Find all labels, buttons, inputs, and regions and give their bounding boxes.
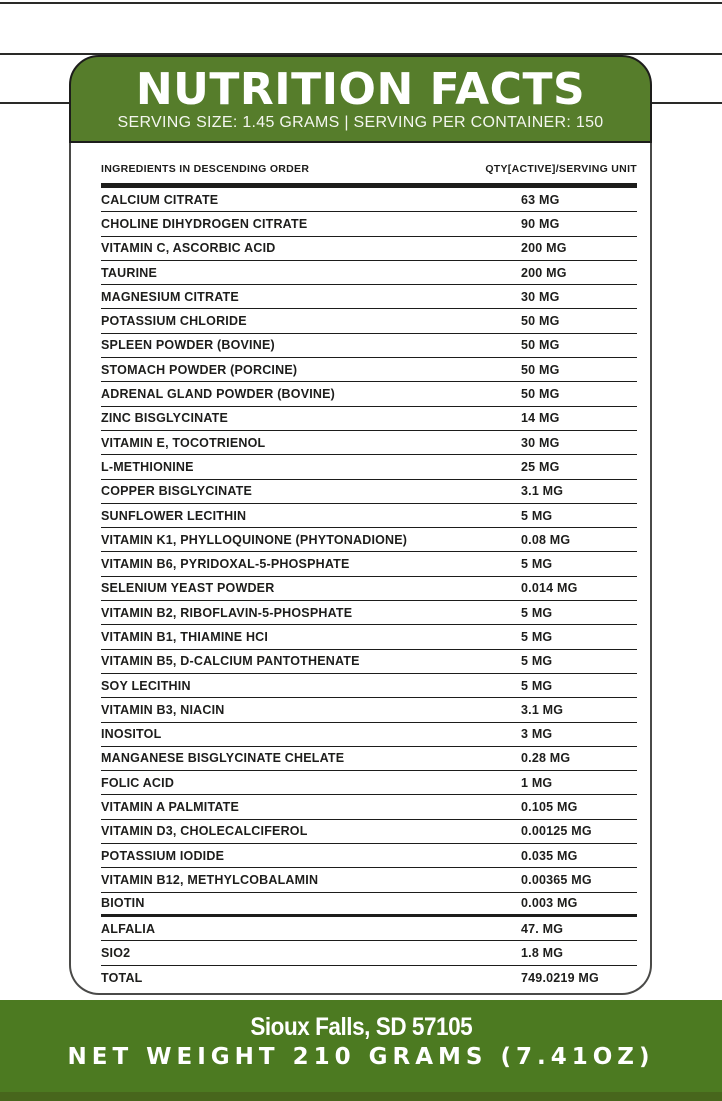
ingredient-name: VITAMIN B1, THIAMINE HCI xyxy=(101,629,269,644)
ingredient-name: TAURINE xyxy=(101,265,158,280)
table-row xyxy=(101,334,637,358)
ingredient-name: MAGNESIUM CITRATE xyxy=(101,289,239,304)
table-row xyxy=(101,674,637,698)
table-row xyxy=(101,917,637,941)
ingredient-name: FOLIC ACID xyxy=(101,775,175,790)
ingredient-qty: 1 MG xyxy=(521,775,553,790)
table-row xyxy=(101,407,637,431)
ingredient-qty: 0.28 MG xyxy=(521,751,571,766)
ingredient-qty: 63 MG xyxy=(521,192,560,207)
table-row xyxy=(101,188,637,212)
ingredient-qty: 200 MG xyxy=(521,241,567,256)
column-header-qty: QTY[ACTIVE]/SERVING UNIT xyxy=(485,163,637,175)
ingredient-qty: 0.00125 MG xyxy=(521,824,592,839)
ingredient-qty: 3 MG xyxy=(521,727,553,742)
table-row xyxy=(101,771,637,795)
ingredient-name: INOSITOL xyxy=(101,727,162,742)
table-row xyxy=(101,237,637,261)
table-row xyxy=(101,601,637,625)
nutrition-facts-title: NUTRITION FACTS xyxy=(135,63,586,115)
table-row xyxy=(101,698,637,722)
table-column-headers xyxy=(101,162,637,176)
ingredient-qty: 0.08 MG xyxy=(521,532,571,547)
table-row xyxy=(101,820,637,844)
column-header-ingredients: INGREDIENTS IN DESCENDING ORDER xyxy=(101,163,310,175)
ingredient-qty: 5 MG xyxy=(521,508,553,523)
ingredient-name: CHOLINE DIHYDROGEN CITRATE xyxy=(101,216,308,231)
top-divider-line-1 xyxy=(0,2,722,4)
ingredient-qty: 47. MG xyxy=(521,921,564,936)
address-text: Sioux Falls, SD 57105 xyxy=(250,1013,472,1041)
ingredient-name: L-METHIONINE xyxy=(101,459,194,474)
table-row xyxy=(101,747,637,771)
ingredient-qty: 50 MG xyxy=(521,314,560,329)
ingredient-qty: 50 MG xyxy=(521,362,560,377)
ingredient-qty: 0.105 MG xyxy=(521,800,578,815)
footer-band xyxy=(0,1000,722,1101)
table-row xyxy=(101,480,637,504)
ingredient-name: SELENIUM YEAST POWDER xyxy=(101,581,275,596)
table-row xyxy=(101,577,637,601)
ingredient-qty: 749.0219 MG xyxy=(521,970,599,985)
table-row xyxy=(101,431,637,455)
serving-info-text: SERVING SIZE: 1.45 GRAMS | SERVING PER CONTAINER: 150 xyxy=(117,113,604,131)
table-row xyxy=(101,455,637,479)
ingredient-name: SUNFLOWER LECITHIN xyxy=(101,508,247,523)
ingredient-name: TOTAL xyxy=(101,970,143,985)
ingredient-qty: 30 MG xyxy=(521,435,560,450)
ingredient-name: VITAMIN B3, NIACIN xyxy=(101,702,225,717)
ingredient-qty: 50 MG xyxy=(521,338,560,353)
table-row xyxy=(101,723,637,747)
table-row xyxy=(101,552,637,576)
table-row xyxy=(101,625,637,649)
ingredient-name: VITAMIN K1, PHYLLOQUINONE (PHYTONADIONE) xyxy=(101,532,408,547)
ingredient-qty: 0.003 MG xyxy=(521,896,578,911)
ingredient-name: CALCIUM CITRATE xyxy=(101,192,219,207)
net-weight-text: NET WEIGHT 210 GRAMS (7.41OZ) xyxy=(67,1044,655,1070)
nutrition-facts-header xyxy=(69,55,652,143)
ingredient-qty: 30 MG xyxy=(521,289,560,304)
table-row xyxy=(101,868,637,892)
ingredient-qty: 25 MG xyxy=(521,459,560,474)
ingredient-name: ZINC BISGLYCINATE xyxy=(101,411,229,426)
ingredient-qty: 5 MG xyxy=(521,605,553,620)
table-row xyxy=(101,528,637,552)
ingredient-name: ALFALIA xyxy=(101,921,156,936)
ingredient-name: VITAMIN A PALMITATE xyxy=(101,800,240,815)
table-row xyxy=(101,504,637,528)
ingredient-name: SOY LECITHIN xyxy=(101,678,191,693)
ingredient-qty: 200 MG xyxy=(521,265,567,280)
ingredient-qty: 0.014 MG xyxy=(521,581,578,596)
ingredient-name: VITAMIN C, ASCORBIC ACID xyxy=(101,241,276,256)
ingredient-qty: 14 MG xyxy=(521,411,560,426)
ingredient-name: VITAMIN B12, METHYLCOBALAMIN xyxy=(101,872,319,887)
ingredient-qty: 5 MG xyxy=(521,678,553,693)
ingredient-name: BIOTIN xyxy=(101,896,145,911)
ingredient-name: POTASSIUM CHLORIDE xyxy=(101,314,247,329)
table-row xyxy=(101,966,637,990)
ingredient-name: VITAMIN B2, RIBOFLAVIN-5-PHOSPHATE xyxy=(101,605,353,620)
ingredient-qty: 5 MG xyxy=(521,629,553,644)
table-row xyxy=(101,844,637,868)
ingredient-name: STOMACH POWDER (PORCINE) xyxy=(101,362,298,377)
ingredient-qty: 5 MG xyxy=(521,654,553,669)
nutrition-facts-card xyxy=(69,55,652,995)
ingredient-name: VITAMIN E, TOCOTRIENOL xyxy=(101,435,266,450)
table-row xyxy=(101,285,637,309)
table-row xyxy=(101,309,637,333)
ingredient-name: VITAMIN D3, CHOLECALCIFEROL xyxy=(101,824,308,839)
table-row xyxy=(101,261,637,285)
ingredient-name: VITAMIN B6, PYRIDOXAL-5-PHOSPHATE xyxy=(101,557,350,572)
ingredients-panel xyxy=(69,143,652,995)
table-row xyxy=(101,382,637,406)
ingredient-qty: 90 MG xyxy=(521,216,560,231)
ingredient-name: POTASSIUM IODIDE xyxy=(101,848,225,863)
ingredient-qty: 3.1 MG xyxy=(521,702,564,717)
table-row xyxy=(101,212,637,236)
ingredient-name: SPLEEN POWDER (BOVINE) xyxy=(101,338,275,353)
ingredient-name: COPPER BISGLYCINATE xyxy=(101,484,253,499)
table-row xyxy=(101,650,637,674)
ingredient-qty: 0.035 MG xyxy=(521,848,578,863)
ingredient-qty: 3.1 MG xyxy=(521,484,564,499)
ingredient-qty: 0.00365 MG xyxy=(521,872,592,887)
ingredient-qty: 5 MG xyxy=(521,557,553,572)
ingredient-name: VITAMIN B5, D-CALCIUM PANTOTHENATE xyxy=(101,654,360,669)
ingredient-qty: 50 MG xyxy=(521,387,560,402)
ingredient-name: MANGANESE BISGLYCINATE CHELATE xyxy=(101,751,345,766)
ingredient-qty: 1.8 MG xyxy=(521,945,564,960)
table-row xyxy=(101,795,637,819)
ingredient-name: SIO2 xyxy=(101,945,131,960)
table-row xyxy=(101,358,637,382)
ingredient-rows xyxy=(101,188,637,990)
ingredient-name: ADRENAL GLAND POWDER (BOVINE) xyxy=(101,387,336,402)
table-row xyxy=(101,893,637,917)
table-row xyxy=(101,941,637,965)
